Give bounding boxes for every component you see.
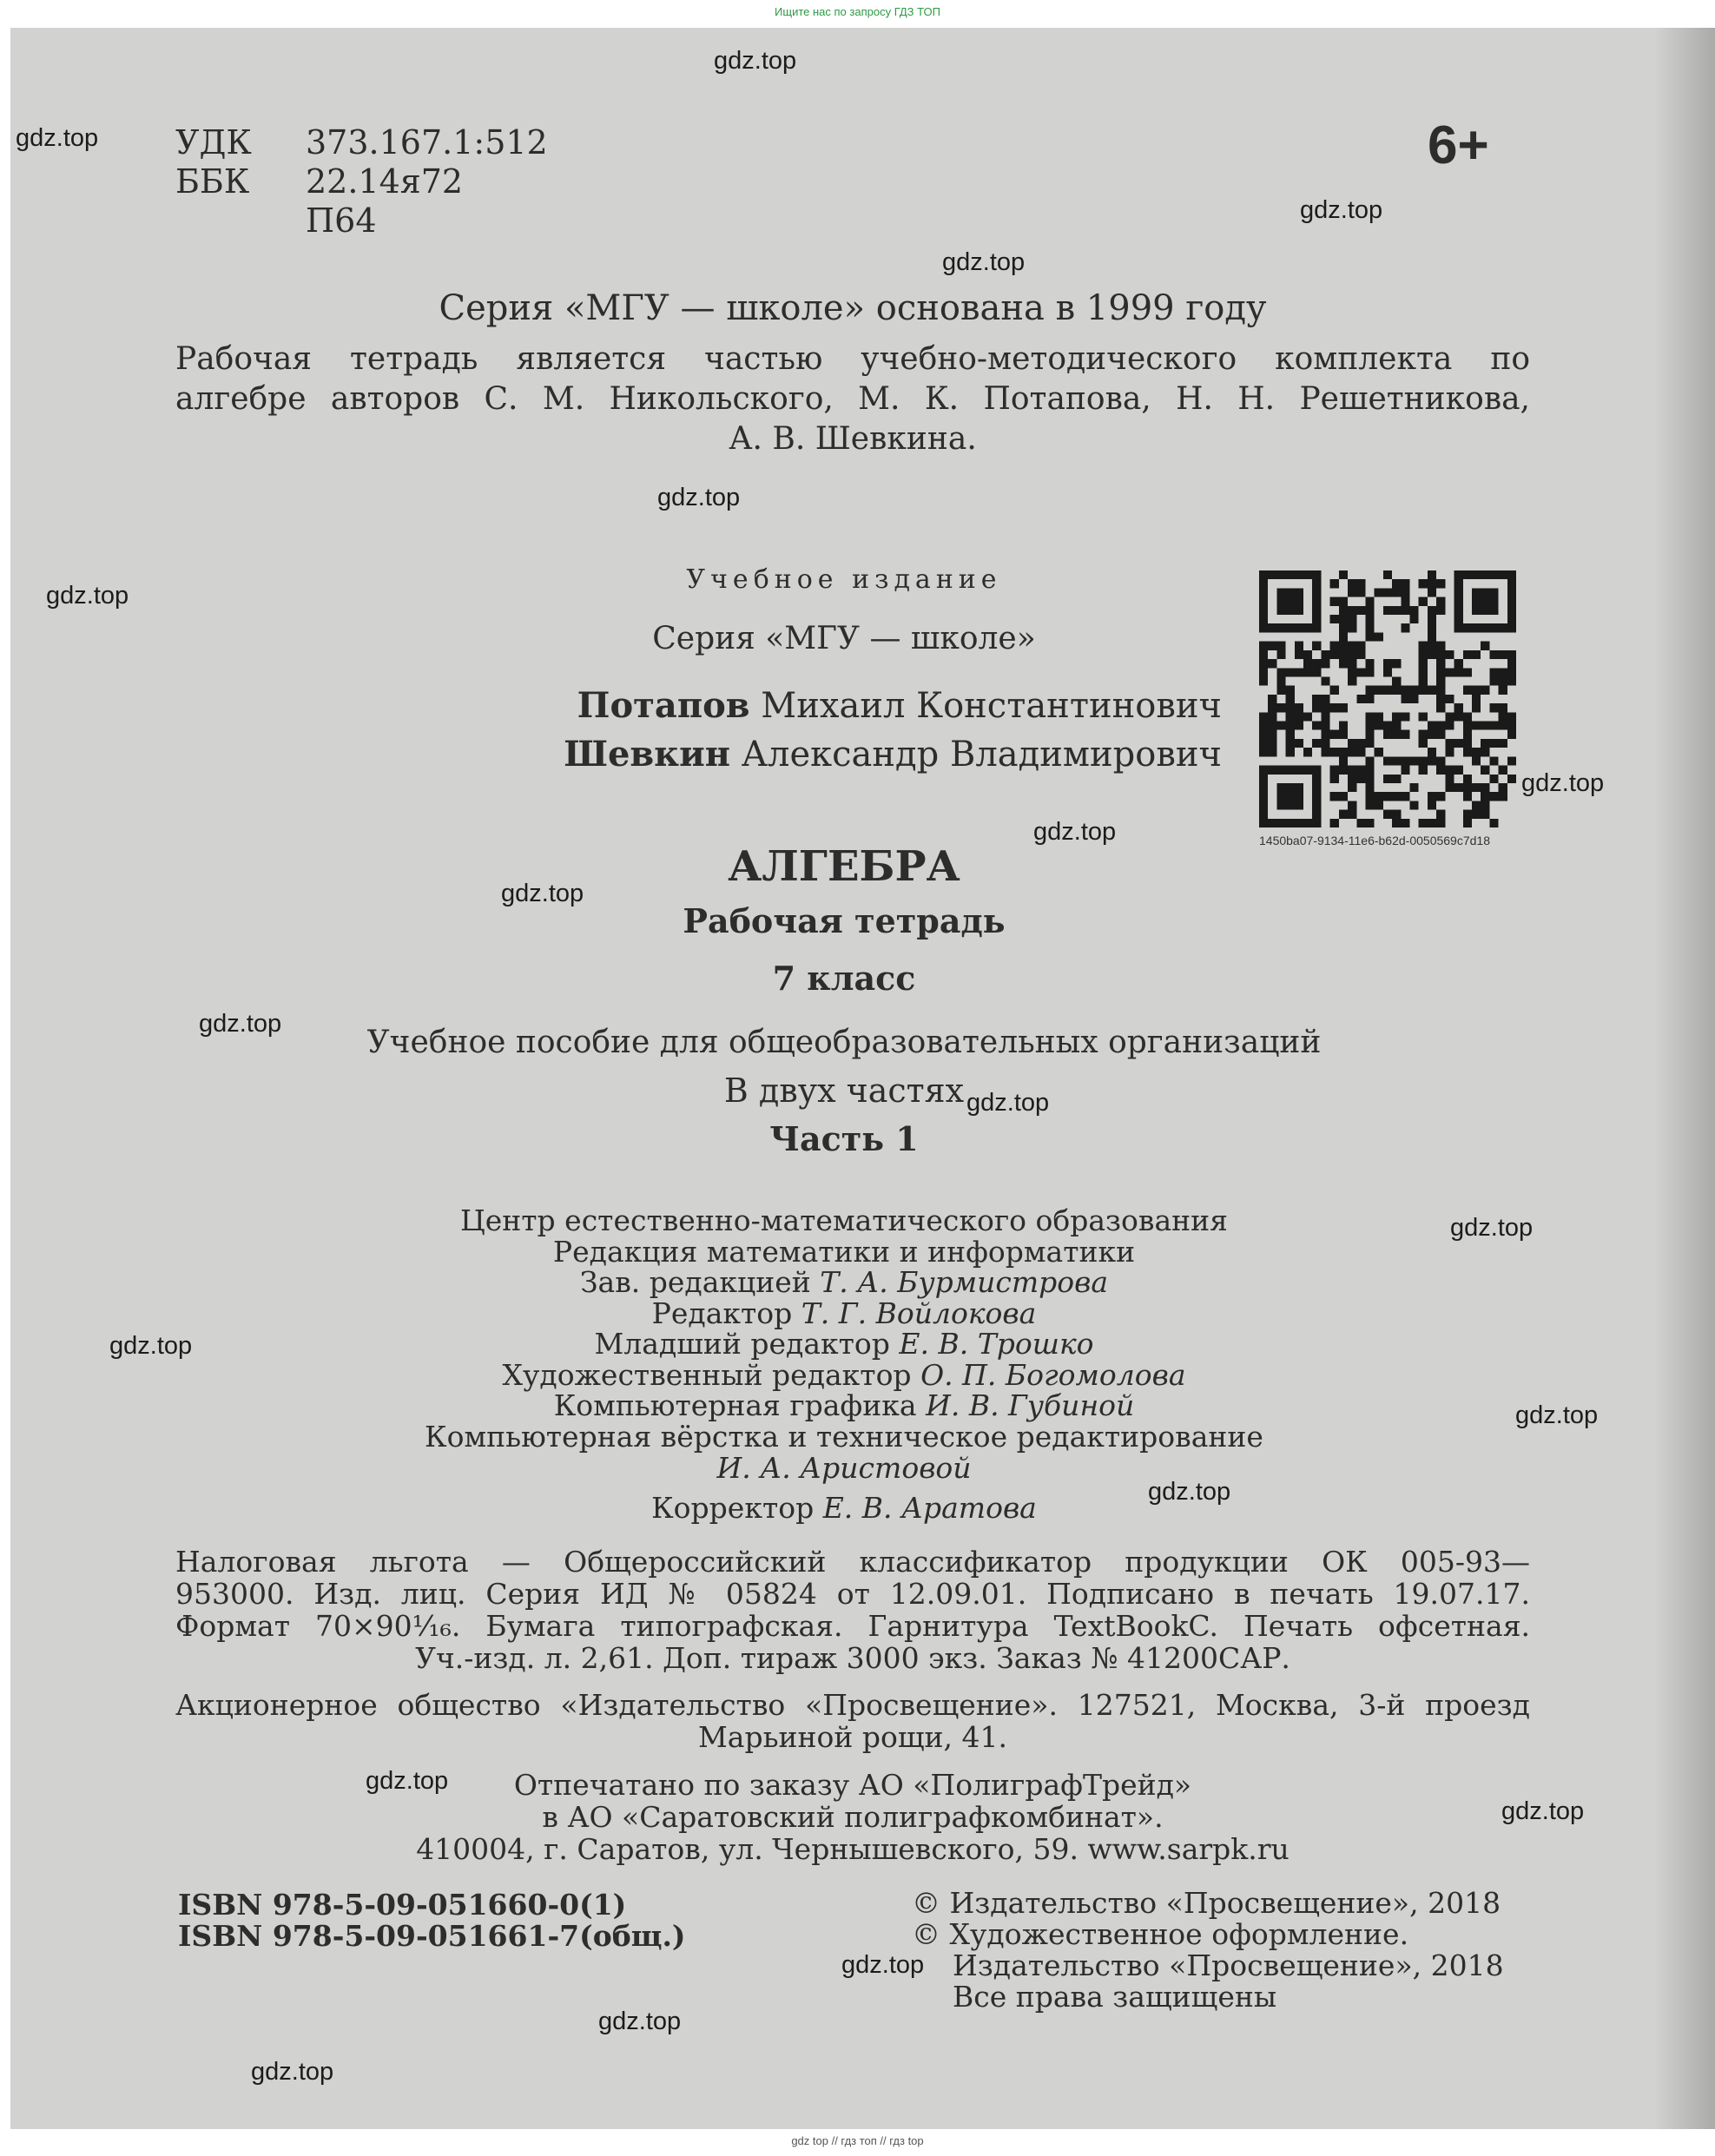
imprint-line-1: Налоговая льгота — Общероссийский классификатор продукции ОК 005-93— — [175, 1545, 1530, 1579]
credit-role-4-title: Художественный редактор — [502, 1358, 912, 1392]
credit-layout-name: И. А. Аристовой — [716, 1451, 972, 1485]
watermark: gdz.top — [366, 1767, 449, 1795]
credit-role-5-title: Компьютерная графика — [553, 1388, 917, 1422]
imprint-line-3: Формат 70×90¹⁄₁₆. Бумага типографская. Гарнитура TextBookC. Печать офсетная. — [175, 1609, 1530, 1643]
copyright-line-1: © Издательство «Просвещение», 2018 — [912, 1886, 1501, 1920]
p-code: П64 — [306, 201, 377, 240]
copyright-line-3: Издательство «Просвещение», 2018 — [953, 1948, 1504, 1982]
watermark: gdz.top — [199, 1010, 282, 1038]
credit-role-2-name: Т. Г. Войлокова — [801, 1296, 1037, 1330]
printer-line-2: в АО «Саратовский полиграфкомбинат». — [542, 1800, 1164, 1834]
series-name: Серия «МГУ — школе» — [652, 621, 1036, 656]
isbn-2: ISBN 978-5-09-051661-7(общ.) — [178, 1919, 686, 1953]
credit-role-1 — [323, 1265, 1365, 1299]
watermark: gdz.top — [942, 248, 1026, 276]
watermark: gdz.top — [714, 47, 797, 75]
watermark: gdz.top — [46, 582, 129, 610]
author-1 — [577, 685, 1222, 726]
author-2 — [564, 734, 1222, 775]
credit-role-3-title: Младший редактор — [594, 1327, 890, 1361]
watermark: gdz.top — [16, 124, 99, 152]
page-edge-shadow — [1654, 28, 1715, 2129]
qr-code-svg — [1259, 570, 1516, 827]
watermark: gdz.top — [109, 1332, 193, 1360]
intro-line-3: А. В. Шевкина. — [729, 421, 977, 457]
isbn-1: ISBN 978-5-09-051660-0(1) — [178, 1888, 627, 1922]
credit-role-2-title: Редактор — [651, 1296, 793, 1330]
credit-role-3 — [323, 1327, 1365, 1361]
author-1-surname: Потапов — [577, 685, 750, 726]
watermark: gdz.top — [966, 1089, 1050, 1117]
credit-role-5 — [323, 1388, 1365, 1422]
credits-editorial: Редакция математики и информатики — [552, 1235, 1136, 1269]
credit-role-4-name: О. П. Богомолова — [920, 1358, 1186, 1392]
watermark: gdz.top — [251, 2058, 334, 2086]
intro-line-2: алгебре авторов С. М. Никольского, М. К. Потапова, Н. Н. Решетникова, — [175, 381, 1530, 417]
author-2-name: Александр Владимирович — [741, 735, 1222, 775]
imprint-line-4: Уч.-изд. л. 2,61. Доп. тираж 3000 экз. Заказ № 41200САР. — [415, 1641, 1290, 1675]
imprint-line-2: 953000. Изд. лиц. Серия ИД № 05824 от 12.09.01. Подписано в печать 19.07.17. — [175, 1577, 1530, 1611]
bbk-value: 22.14я72 — [306, 162, 464, 201]
credit-role-5-name: И. В. Губиной — [926, 1388, 1135, 1422]
book-grade: 7 класс — [772, 959, 916, 998]
age-rating: 6+ — [1428, 115, 1489, 175]
copyright-line-2: © Художественное оформление. — [912, 1917, 1409, 1951]
book-subtitle: Рабочая тетрадь — [683, 901, 1006, 940]
watermark: gdz.top — [1450, 1214, 1534, 1242]
credit-layout-role: Компьютерная вёрстка и техническое редактирование — [425, 1420, 1263, 1454]
watermark: gdz.top — [1300, 196, 1383, 224]
credit-role-1-title: Зав. редакцией — [579, 1265, 811, 1299]
udk-value: 373.167.1:512 — [306, 123, 548, 162]
watermark: gdz.top — [1148, 1478, 1231, 1506]
qr-code-image — [1259, 570, 1516, 827]
qr-code-id: 1450ba07-9134-11e6-b62d-0050569c7d18 — [1259, 834, 1490, 847]
book-parts: В двух частях — [723, 1071, 965, 1110]
book-title: АЛГЕБРА — [728, 842, 960, 891]
watermark: gdz.top — [598, 2008, 682, 2035]
credit-role-3-name: Е. В. Трошко — [899, 1327, 1094, 1361]
book-purpose: Учебное пособие для общеобразовательных организаций — [366, 1025, 1322, 1060]
watermark: gdz.top — [1515, 1401, 1599, 1429]
bbk-label: ББК — [175, 162, 250, 201]
credit-role-2 — [323, 1296, 1365, 1330]
credit-role-4 — [323, 1358, 1365, 1392]
credit-role-1-name: Т. А. Бурмистрова — [820, 1265, 1109, 1299]
watermark: gdz.top — [841, 1951, 925, 1979]
copyright-line-4: Все права защищены — [953, 1980, 1277, 2014]
credit-corrector-name: Е. В. Аратова — [822, 1491, 1037, 1525]
author-1-name: Михаил Константинович — [761, 686, 1222, 726]
top-banner[interactable]: Ищите нас по запросу ГДЗ ТОП — [775, 5, 940, 18]
printer-line-3: 410004, г. Саратов, ул. Чернышевского, 59. www.sarpk.ru — [416, 1832, 1290, 1866]
scanned-page — [10, 28, 1715, 2129]
bottom-banner[interactable]: gdz top // гдз топ // гдз top — [791, 2134, 924, 2147]
credit-corrector-role: Корректор — [651, 1491, 815, 1525]
printer-line-1: Отпечатано по заказу АО «ПолиграфТрейд» — [513, 1768, 1192, 1802]
author-2-surname: Шевкин — [564, 734, 731, 775]
publisher-line-1: Акционерное общество «Издательство «Просвещение». 127521, Москва, 3-й проезд — [175, 1688, 1530, 1722]
credits-center: Центр естественно-математического образования — [460, 1203, 1228, 1237]
intro-line-1: Рабочая тетрадь является частью учебно-методического комплекта по — [175, 341, 1530, 377]
watermark: gdz.top — [657, 484, 741, 511]
publisher-line-2: Марьиной рощи, 41. — [697, 1720, 1008, 1754]
watermark: gdz.top — [1501, 1797, 1585, 1825]
watermark: gdz.top — [1521, 769, 1605, 797]
series-founded: Серия «МГУ — школе» основана в 1999 году — [439, 288, 1267, 328]
edition-type: Учебное издание — [686, 564, 1002, 595]
book-part: Часть 1 — [769, 1119, 919, 1158]
watermark: gdz.top — [501, 880, 584, 907]
udk-label: УДК — [175, 123, 252, 162]
watermark: gdz.top — [1033, 818, 1117, 846]
